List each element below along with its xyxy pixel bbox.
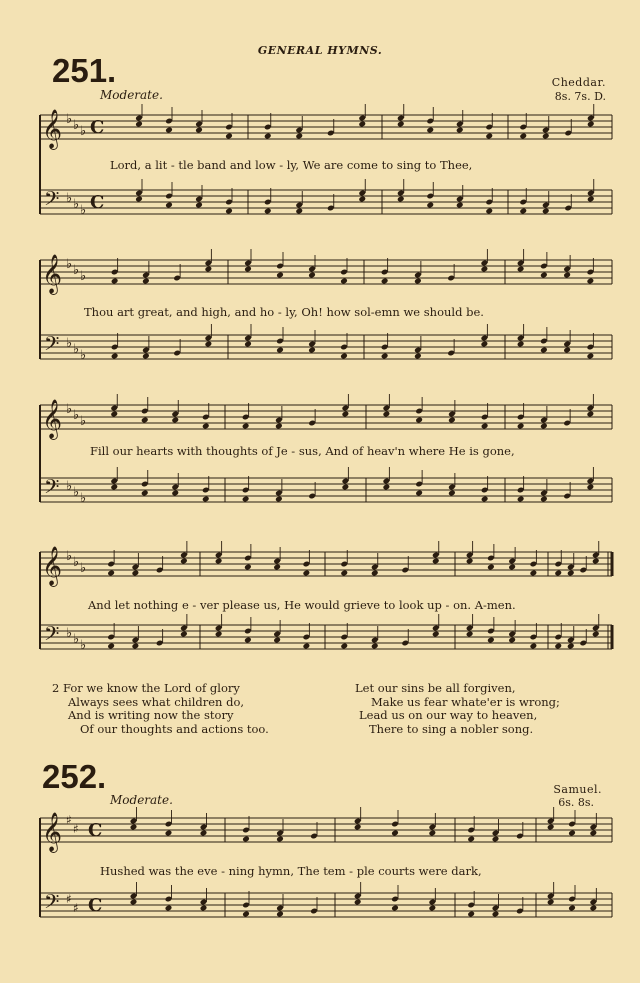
note-head xyxy=(165,905,173,912)
note-head xyxy=(135,121,143,128)
note-head xyxy=(487,637,495,644)
note-head xyxy=(547,824,555,831)
note-head xyxy=(587,196,595,203)
note-head xyxy=(383,411,391,418)
bass-clef-icon: 𝄢 xyxy=(44,187,60,215)
tempo-marking: Moderate. xyxy=(100,88,163,102)
note-head xyxy=(171,417,179,424)
note-head xyxy=(568,905,576,912)
bass-clef-icon: 𝄢 xyxy=(44,475,60,503)
note-head xyxy=(587,484,595,491)
note-head xyxy=(165,830,173,837)
note-head xyxy=(141,417,149,424)
hymn-number: 251. xyxy=(52,52,117,89)
flat-icon: ♭ xyxy=(66,479,73,494)
note-head xyxy=(563,347,571,354)
note-head xyxy=(467,911,475,918)
note-head xyxy=(358,121,366,128)
note-head xyxy=(295,133,303,140)
note-head xyxy=(466,631,474,638)
flat-icon: ♭ xyxy=(80,561,87,576)
tune-name: Cheddar. xyxy=(551,76,606,89)
flat-icon: ♭ xyxy=(73,555,80,570)
verse-line: Let our sins be all forgiven, xyxy=(355,681,516,695)
note-head xyxy=(383,484,391,491)
note-head xyxy=(530,643,538,650)
note-head xyxy=(340,278,348,285)
note-head xyxy=(273,564,281,571)
common-time-icon: C xyxy=(90,192,105,213)
flat-icon: ♭ xyxy=(66,336,73,351)
note-head xyxy=(303,570,311,577)
note-head xyxy=(542,133,550,140)
note-head xyxy=(244,341,252,348)
note-head xyxy=(165,202,173,209)
note-head xyxy=(567,643,575,650)
meter-252: 6s. 8s. xyxy=(558,796,594,809)
note-head xyxy=(397,121,405,128)
verse-line: There to sing a nobler song. xyxy=(369,721,534,736)
flat-icon: ♭ xyxy=(73,118,80,133)
note-head xyxy=(592,631,600,638)
flat-icon: ♭ xyxy=(66,257,73,272)
common-time-icon: C xyxy=(88,820,103,841)
meter: 8s. 7s. D. xyxy=(554,90,606,103)
verse-line: Of our thoughts and actions too. xyxy=(80,721,269,736)
note-head xyxy=(415,490,423,497)
note-head xyxy=(530,570,538,577)
note-head xyxy=(340,353,348,360)
lyric-line-252-1: Hushed was the eve - ning hymn, The tem - ple courts were dark, xyxy=(100,864,482,878)
verse-line: Make us fear whate'er is wrong; xyxy=(371,694,560,709)
note-head xyxy=(340,570,348,577)
note-head xyxy=(276,836,284,843)
note-head xyxy=(180,631,188,638)
note-head xyxy=(517,341,525,348)
note-head xyxy=(110,411,118,418)
note-head xyxy=(225,133,233,140)
note-head xyxy=(244,637,252,644)
note-head xyxy=(342,411,350,418)
bass-clef-icon: 𝄢 xyxy=(44,890,60,918)
note-head xyxy=(111,353,119,360)
note-head xyxy=(130,899,138,906)
verse-line: Always sees what children do, xyxy=(68,694,245,709)
flat-icon: ♭ xyxy=(80,203,87,218)
note-head xyxy=(414,278,422,285)
tempo-marking-252: Moderate. xyxy=(110,793,173,807)
note-head xyxy=(165,127,173,134)
note-head xyxy=(485,133,493,140)
lyric-line-3: Fill our hearts with thoughts of Je - sus, And of heav'n where He is gone, xyxy=(90,444,515,458)
note-head xyxy=(358,196,366,203)
flat-icon: ♭ xyxy=(66,112,73,127)
note-head xyxy=(225,208,233,215)
bass-clef-icon: 𝄢 xyxy=(44,332,60,360)
note-head xyxy=(519,208,527,215)
note-head xyxy=(508,637,516,644)
note-head xyxy=(111,278,119,285)
flat-icon: ♭ xyxy=(73,632,80,647)
treble-clef-icon: 𝄞 xyxy=(42,812,63,852)
note-head xyxy=(426,127,434,134)
note-head xyxy=(371,570,379,577)
note-head xyxy=(215,558,223,565)
note-head xyxy=(448,417,456,424)
note-head xyxy=(205,341,213,348)
flat-icon: ♭ xyxy=(80,638,87,653)
flat-icon: ♭ xyxy=(80,124,87,139)
flat-icon: ♭ xyxy=(73,263,80,278)
note-head xyxy=(242,496,250,503)
note-head xyxy=(481,496,489,503)
note-head xyxy=(414,353,422,360)
note-head xyxy=(467,836,475,843)
note-head xyxy=(481,423,489,430)
note-head xyxy=(508,564,516,571)
verse-line: And is writing now the story xyxy=(68,708,234,722)
note-head xyxy=(481,266,489,273)
lyric-line-4: And let nothing e - ver please us, He would grieve to look up - on. A-men. xyxy=(88,598,516,612)
note-head xyxy=(391,830,399,837)
note-head xyxy=(485,208,493,215)
note-head xyxy=(303,643,311,650)
note-head xyxy=(492,836,500,843)
note-head xyxy=(415,417,423,424)
flat-icon: ♭ xyxy=(80,491,87,506)
note-head xyxy=(295,208,303,215)
flat-icon: ♭ xyxy=(80,348,87,363)
note-head xyxy=(587,353,595,360)
hymn-number-252: 252. xyxy=(42,758,107,795)
note-head xyxy=(308,272,316,279)
flat-icon: ♭ xyxy=(73,408,80,423)
note-head xyxy=(242,911,250,918)
note-head xyxy=(547,899,555,906)
note-head xyxy=(397,196,405,203)
note-head xyxy=(141,490,149,497)
common-time-icon: C xyxy=(88,895,103,916)
note-head xyxy=(492,911,500,918)
note-head xyxy=(340,643,348,650)
note-head xyxy=(563,272,571,279)
note-head xyxy=(110,484,118,491)
note-head xyxy=(135,196,143,203)
sharp-icon: ♯ xyxy=(66,813,72,827)
sharp-icon: ♯ xyxy=(66,892,72,906)
note-head xyxy=(142,278,150,285)
note-head xyxy=(590,905,598,912)
verse-line: 2 For we know the Lord of glory xyxy=(52,681,240,695)
note-head xyxy=(592,558,600,565)
note-head xyxy=(568,830,576,837)
note-head xyxy=(456,202,464,209)
note-head xyxy=(432,631,440,638)
note-head xyxy=(426,202,434,209)
note-head xyxy=(540,347,548,354)
note-head xyxy=(590,830,598,837)
note-head xyxy=(276,911,284,918)
flat-icon: ♭ xyxy=(80,414,87,429)
bass-clef-icon: 𝄢 xyxy=(44,622,60,650)
note-head xyxy=(276,347,284,354)
treble-clef-icon: 𝄞 xyxy=(42,399,63,439)
note-head xyxy=(466,558,474,565)
flat-icon: ♭ xyxy=(66,626,73,641)
note-head xyxy=(142,353,150,360)
note-head xyxy=(107,570,115,577)
note-head xyxy=(205,266,213,273)
note-head xyxy=(587,278,595,285)
note-head xyxy=(275,423,283,430)
note-head xyxy=(180,558,188,565)
note-head xyxy=(202,496,210,503)
note-head xyxy=(371,643,379,650)
note-head xyxy=(132,643,140,650)
running-header: GENERAL HYMNS. xyxy=(257,44,383,57)
note-head xyxy=(244,266,252,273)
note-head xyxy=(342,484,350,491)
note-head xyxy=(195,202,203,209)
note-head xyxy=(540,272,548,279)
note-head xyxy=(554,570,562,577)
note-head xyxy=(517,496,525,503)
flat-icon: ♭ xyxy=(66,402,73,417)
sharp-icon: ♯ xyxy=(73,901,79,915)
lyric-line-1: Lord, a lit - tle band and low - ly, We are come to sing to Thee, xyxy=(110,158,473,172)
note-head xyxy=(432,558,440,565)
note-head xyxy=(264,208,272,215)
flat-icon: ♭ xyxy=(73,197,80,212)
note-head xyxy=(429,830,437,837)
note-head xyxy=(244,564,252,571)
note-head xyxy=(275,496,283,503)
note-head xyxy=(517,423,525,430)
flat-icon: ♭ xyxy=(66,549,73,564)
note-head xyxy=(448,490,456,497)
note-head xyxy=(542,208,550,215)
note-head xyxy=(429,905,437,912)
note-head xyxy=(567,570,575,577)
flat-icon: ♭ xyxy=(80,269,87,284)
treble-clef-icon: 𝄞 xyxy=(42,109,63,149)
note-head xyxy=(354,824,362,831)
flat-icon: ♭ xyxy=(73,485,80,500)
lyric-line-2: Thou art great, and high, and ho - ly, Oh! how sol-emn we should be. xyxy=(84,305,484,319)
treble-clef-icon: 𝄞 xyxy=(42,254,63,294)
note-head xyxy=(554,643,562,650)
note-head xyxy=(200,905,208,912)
note-head xyxy=(481,341,489,348)
note-head xyxy=(200,830,208,837)
note-head xyxy=(107,643,115,650)
note-head xyxy=(540,423,548,430)
flat-icon: ♭ xyxy=(66,191,73,206)
note-head xyxy=(587,121,595,128)
note-head xyxy=(517,266,525,273)
verse-line: Lead us on our way to heaven, xyxy=(359,708,538,722)
note-head xyxy=(519,133,527,140)
note-head xyxy=(130,824,138,831)
sharp-icon: ♯ xyxy=(73,822,79,836)
note-head xyxy=(587,411,595,418)
note-head xyxy=(171,490,179,497)
note-head xyxy=(354,899,362,906)
note-head xyxy=(381,353,389,360)
note-head xyxy=(242,423,250,430)
note-head xyxy=(456,127,464,134)
common-time-icon: C xyxy=(90,117,105,138)
note-head xyxy=(487,564,495,571)
note-head xyxy=(273,637,281,644)
note-head xyxy=(381,278,389,285)
note-head xyxy=(540,496,548,503)
note-head xyxy=(242,836,250,843)
note-head xyxy=(195,127,203,134)
note-head xyxy=(391,905,399,912)
note-head xyxy=(276,272,284,279)
flat-icon: ♭ xyxy=(73,342,80,357)
tune-name-252: Samuel. xyxy=(553,783,602,796)
treble-clef-icon: 𝄞 xyxy=(42,546,63,586)
note-head xyxy=(132,570,140,577)
note-head xyxy=(202,423,210,430)
note-head xyxy=(215,631,223,638)
note-head xyxy=(308,347,316,354)
note-head xyxy=(264,133,272,140)
